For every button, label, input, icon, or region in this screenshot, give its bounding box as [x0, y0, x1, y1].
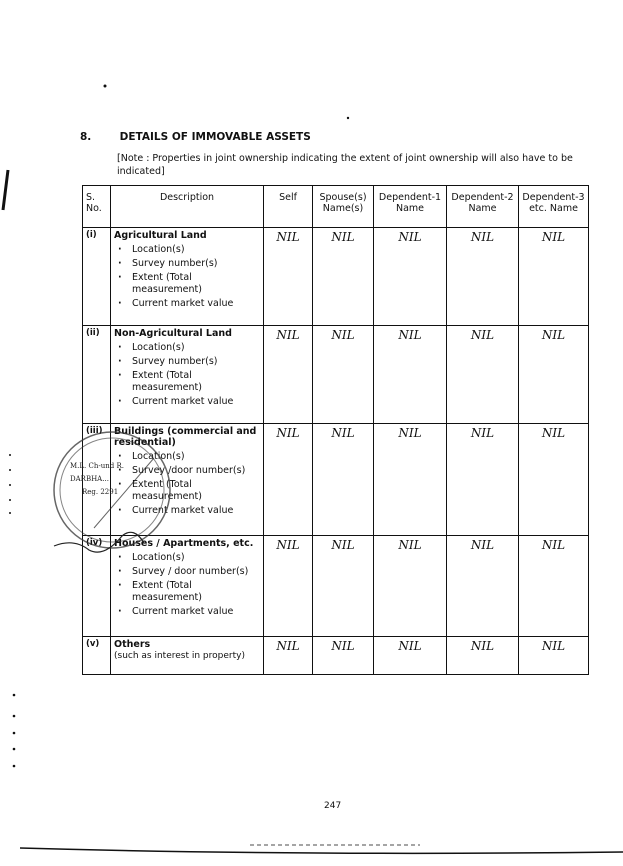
value-dependent-3: NIL — [519, 536, 589, 637]
section-note: [Note : Properties in joint ownership indicating the extent of joint ownership will also have to be indicated] — [117, 153, 573, 177]
value-dependent-3: NIL — [519, 637, 589, 675]
header-dependent-3: Dependent-3 etc. Name — [519, 186, 589, 228]
row-description — [111, 536, 264, 637]
section-heading — [80, 131, 311, 143]
stamp-line-3: Reg. 2291 — [82, 488, 119, 496]
row-number: (iv) — [83, 536, 111, 637]
value-spouse: NIL — [313, 637, 374, 675]
category-title: Houses / Apartments, etc. — [114, 538, 254, 549]
value-self: NIL — [264, 424, 313, 536]
list-item: · Extent (Total measurement) — [114, 370, 260, 394]
list-item: · Current market value — [114, 298, 260, 310]
row-description — [111, 424, 264, 536]
table-row — [83, 228, 589, 326]
row-description — [111, 228, 264, 326]
value-spouse: NIL — [313, 228, 374, 326]
value-dependent-2: NIL — [447, 326, 519, 424]
table-row — [83, 424, 589, 536]
value-self: NIL — [264, 536, 313, 637]
row-number: (v) — [83, 637, 111, 675]
section-title: DETAILS OF IMMOVABLE ASSETS — [119, 131, 311, 143]
item-list — [114, 244, 260, 310]
row-number: (ii) — [83, 326, 111, 424]
value-self: NIL — [264, 228, 313, 326]
value-dependent-1: NIL — [374, 536, 447, 637]
row-number: (iii) — [83, 424, 111, 536]
list-item: · Location(s) — [114, 244, 260, 256]
header-self: Self — [264, 186, 313, 228]
list-item: · Current market value — [114, 396, 260, 408]
list-item: · Location(s) — [114, 552, 260, 564]
list-item: · Survey number(s) — [114, 356, 260, 368]
list-item: · Extent (Total measurement) — [114, 580, 260, 604]
row-description — [111, 326, 264, 424]
list-item: · Current market value — [114, 505, 260, 517]
item-list — [114, 342, 260, 408]
value-dependent-2: NIL — [447, 536, 519, 637]
category-title: Others — [114, 639, 151, 650]
category-title: Non-Agricultural Land — [114, 328, 232, 339]
row-number: (i) — [83, 228, 111, 326]
value-spouse: NIL — [313, 424, 374, 536]
value-dependent-1: NIL — [374, 637, 447, 675]
list-item: · Survey number(s) — [114, 258, 260, 270]
row-description — [111, 637, 264, 675]
item-list — [114, 451, 260, 517]
value-dependent-2: NIL — [447, 228, 519, 326]
value-dependent-2: NIL — [447, 424, 519, 536]
list-item: · Location(s) — [114, 451, 260, 463]
item-list — [114, 552, 260, 618]
page-number: 247 — [324, 801, 342, 811]
value-dependent-2: NIL — [447, 637, 519, 675]
section-number: 8. — [80, 131, 92, 143]
header-sno: S. No. — [83, 186, 111, 228]
stamp-line-2: DARBHA... — [70, 475, 109, 483]
table-header-row — [83, 186, 589, 228]
value-dependent-3: NIL — [519, 228, 589, 326]
value-self: NIL — [264, 637, 313, 675]
list-item: · Current market value — [114, 606, 260, 618]
category-title: Buildings (commercial and residential) — [114, 426, 257, 448]
value-spouse: NIL — [313, 326, 374, 424]
table-row — [83, 536, 589, 637]
header-description: Description — [111, 186, 264, 228]
list-item: · Extent (Total measurement) — [114, 272, 260, 296]
value-self: NIL — [264, 326, 313, 424]
value-spouse: NIL — [313, 536, 374, 637]
category-title: Agricultural Land — [114, 230, 207, 241]
table-row — [83, 326, 589, 424]
value-dependent-1: NIL — [374, 326, 447, 424]
header-dependent-2: Dependent-2 Name — [447, 186, 519, 228]
stamp-line-1: M.L. Ch-und R. — [70, 462, 124, 470]
category-subtitle: (such as interest in property) — [114, 651, 245, 661]
table-row — [83, 637, 589, 675]
list-item: · Location(s) — [114, 342, 260, 354]
list-item: · Survey /door number(s) — [114, 465, 260, 477]
list-item: · Survey / door number(s) — [114, 566, 260, 578]
value-dependent-3: NIL — [519, 424, 589, 536]
value-dependent-1: NIL — [374, 228, 447, 326]
header-spouse: Spouse(s) Name(s) — [313, 186, 374, 228]
list-item: · Extent (Total measurement) — [114, 479, 260, 503]
header-dependent-1: Dependent-1 Name — [374, 186, 447, 228]
value-dependent-1: NIL — [374, 424, 447, 536]
immovable-assets-table — [82, 185, 589, 675]
value-dependent-3: NIL — [519, 326, 589, 424]
